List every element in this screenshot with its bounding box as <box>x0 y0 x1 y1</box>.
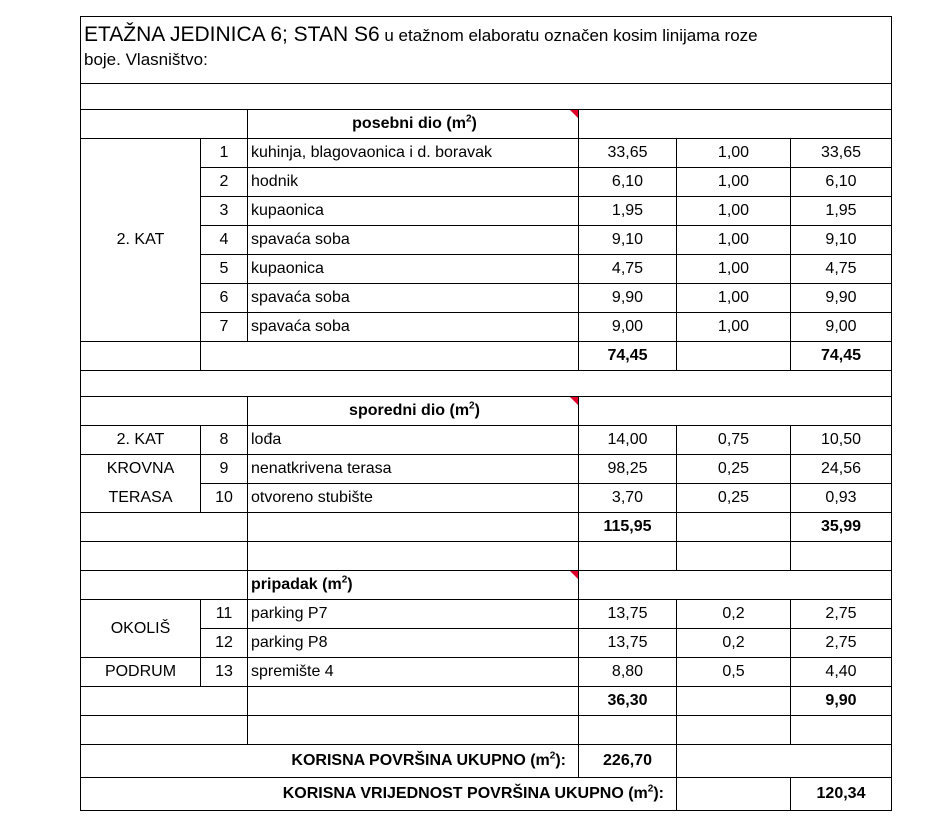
subtotal-result: 74,45 <box>791 342 892 371</box>
result-value: 9,90 <box>791 284 892 313</box>
total-row <box>81 778 892 811</box>
subtotal-row <box>81 513 892 542</box>
result-value: 9,10 <box>791 226 892 255</box>
row-number: 6 <box>201 284 248 313</box>
section-header-pripadak: pripadak $(m^2)$ <box>248 571 579 600</box>
subtotal-row <box>81 342 892 371</box>
subtotal-area: 36,30 <box>579 687 677 716</box>
header-blank <box>81 110 248 139</box>
room-name: spavaća soba <box>248 284 579 313</box>
coefficient-value: 1,00 <box>677 139 791 168</box>
header-blank <box>579 110 892 139</box>
result-value: 4,75 <box>791 255 892 284</box>
room-name: hodnik <box>248 168 579 197</box>
floor-label: OKOLIŠ <box>81 600 201 658</box>
coefficient-value: 0,2 <box>677 629 791 658</box>
area-value: 9,90 <box>579 284 677 313</box>
comment-marker-icon[interactable] <box>570 397 578 405</box>
table-row <box>81 139 892 168</box>
table-row <box>81 455 892 484</box>
coefficient-value: 1,00 <box>677 197 791 226</box>
table-row <box>81 284 892 313</box>
total-row <box>81 745 892 778</box>
room-name: otvoreno stubište <box>248 484 579 513</box>
total-usable-area-label: KORISNA POVRŠINA UKUPNO $(m^2)$: <box>81 745 579 778</box>
total-usable-area-value: 226,70 <box>579 745 677 778</box>
area-value: 14,00 <box>579 426 677 455</box>
row-number: 3 <box>201 197 248 226</box>
area-value: 9,10 <box>579 226 677 255</box>
area-value: 13,75 <box>579 629 677 658</box>
table-row <box>81 600 892 629</box>
area-value: 3,70 <box>579 484 677 513</box>
room-name: spremište 4 <box>248 658 579 687</box>
subtotal-row <box>81 687 892 716</box>
title-description: u etažnom elaboratu označen kosim linijama roze <box>379 26 758 45</box>
comment-marker-icon[interactable] <box>570 110 578 118</box>
area-value: 6,10 <box>579 168 677 197</box>
table-title <box>81 17 892 84</box>
coefficient-value: 0,5 <box>677 658 791 687</box>
comment-marker-icon[interactable] <box>570 571 578 579</box>
table-row <box>81 197 892 226</box>
result-value: 10,50 <box>791 426 892 455</box>
result-value: 24,56 <box>791 455 892 484</box>
coefficient-value: 1,00 <box>677 313 791 342</box>
subtotal-area: 74,45 <box>579 342 677 371</box>
subtotal-result: 9,90 <box>791 687 892 716</box>
result-value: 2,75 <box>791 629 892 658</box>
table-row <box>81 629 892 658</box>
total-weighted-area-label: KORISNA VRIJEDNOST POVRŠINA UKUPNO $(m^2)$: <box>81 778 677 811</box>
header-blank <box>579 571 892 600</box>
area-value: 33,65 <box>579 139 677 168</box>
table-row <box>81 426 892 455</box>
table-row <box>81 313 892 342</box>
result-value: 33,65 <box>791 139 892 168</box>
floor-label: TERASA <box>81 484 201 513</box>
table-row <box>81 658 892 687</box>
floor-label: 2. KAT <box>81 426 201 455</box>
total-weighted-area-value: 120,34 <box>791 778 892 811</box>
row-number: 5 <box>201 255 248 284</box>
row-number: 12 <box>201 629 248 658</box>
room-name: nenatkrivena terasa <box>248 455 579 484</box>
room-name: kupaonica <box>248 255 579 284</box>
row-number: 2 <box>201 168 248 197</box>
area-value: 13,75 <box>579 600 677 629</box>
row-number: 4 <box>201 226 248 255</box>
coefficient-value: 1,00 <box>677 168 791 197</box>
room-name: lođa <box>248 426 579 455</box>
subtotal-result: 35,99 <box>791 513 892 542</box>
area-value: 8,80 <box>579 658 677 687</box>
coefficient-value: 1,00 <box>677 284 791 313</box>
coefficient-value: 0,25 <box>677 455 791 484</box>
area-value: 9,00 <box>579 313 677 342</box>
coefficient-value: 0,25 <box>677 484 791 513</box>
result-value: 4,40 <box>791 658 892 687</box>
section-header-posebni: posebni dio $(m^2)$ <box>248 110 579 139</box>
room-name: parking P8 <box>248 629 579 658</box>
room-name: spavaća soba <box>248 313 579 342</box>
table-row <box>81 226 892 255</box>
spacer-row <box>81 371 892 397</box>
floor-label: KROVNA <box>81 455 201 484</box>
coefficient-value: 1,00 <box>677 226 791 255</box>
row-number: 11 <box>201 600 248 629</box>
table-row <box>81 255 892 284</box>
header-blank <box>81 397 248 426</box>
result-value: 0,93 <box>791 484 892 513</box>
room-name: kupaonica <box>248 197 579 226</box>
subtotal-area: 115,95 <box>579 513 677 542</box>
spacer-row <box>81 84 892 110</box>
room-name: parking P7 <box>248 600 579 629</box>
row-number: 8 <box>201 426 248 455</box>
result-value: 9,00 <box>791 313 892 342</box>
row-number: 9 <box>201 455 248 484</box>
row-number: 1 <box>201 139 248 168</box>
area-value: 98,25 <box>579 455 677 484</box>
title-ownership: boje. Vlasništvo: <box>84 50 208 70</box>
header-blank <box>579 397 892 426</box>
coefficient-value: 1,00 <box>677 255 791 284</box>
area-value: 4,75 <box>579 255 677 284</box>
title-unit: ETAŽNA JEDINICA 6; STAN S6 <box>84 23 380 46</box>
coefficient-value: 0,75 <box>677 426 791 455</box>
room-name: kuhinja, blagovaonica i d. boravak <box>248 139 579 168</box>
result-value: 6,10 <box>791 168 892 197</box>
section-header-sporedni: sporedni dio $(m^2)$ <box>248 397 579 426</box>
coefficient-value: 0,2 <box>677 600 791 629</box>
row-number: 10 <box>201 484 248 513</box>
table-row <box>81 168 892 197</box>
apartment-area-table <box>80 16 892 811</box>
row-number: 7 <box>201 313 248 342</box>
room-name: spavaća soba <box>248 226 579 255</box>
floor-label: 2. KAT <box>81 139 201 342</box>
floor-label: PODRUM <box>81 658 201 687</box>
result-value: 1,95 <box>791 197 892 226</box>
area-value: 1,95 <box>579 197 677 226</box>
result-value: 2,75 <box>791 600 892 629</box>
header-blank <box>81 571 248 600</box>
table-row <box>81 484 892 513</box>
row-number: 13 <box>201 658 248 687</box>
